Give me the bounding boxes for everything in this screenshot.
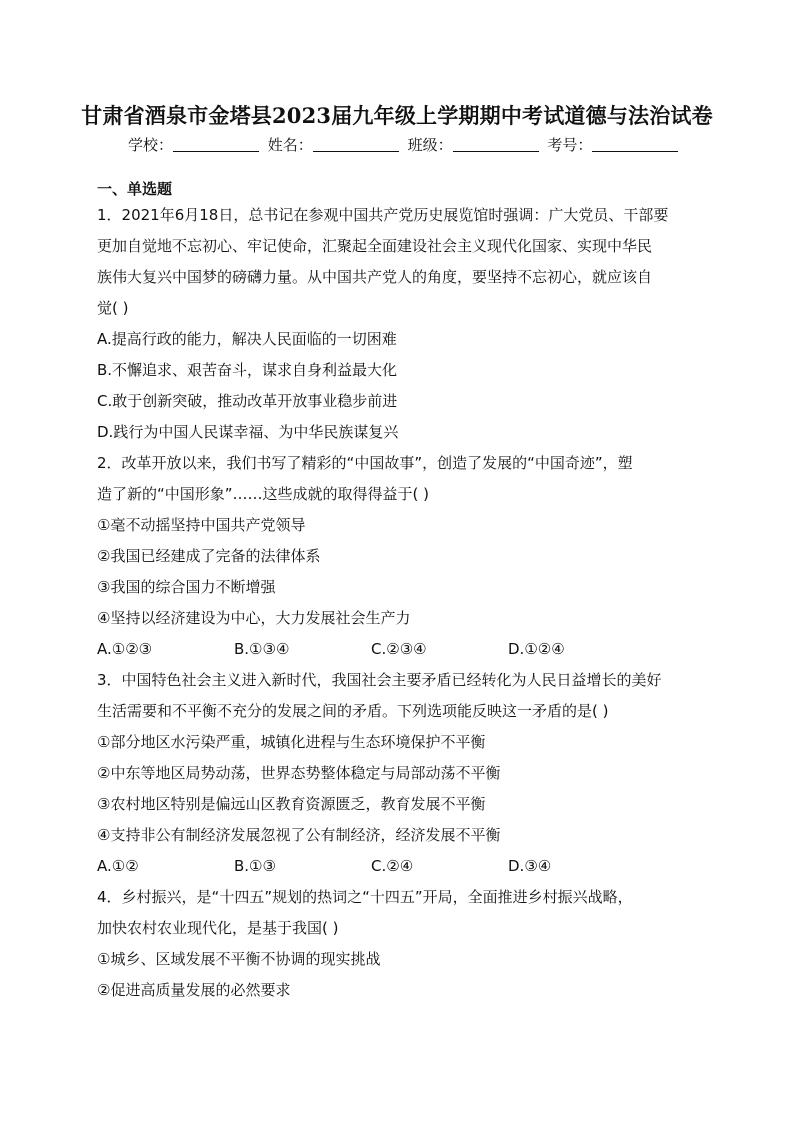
name-label: 姓名： bbox=[267, 136, 313, 154]
question-list bbox=[97, 200, 701, 1006]
answer-option: B.不懈追求、艰苦奋斗，谋求自身利益最大化 bbox=[97, 361, 398, 379]
answer-option: A.①②③ bbox=[97, 640, 153, 658]
class-field bbox=[408, 134, 543, 155]
section-heading: 一、单选题 bbox=[97, 180, 173, 198]
answer-option: D.③④ bbox=[508, 857, 552, 875]
statement-item: ③农村地区特别是偏远山区教育资源匮乏，教育发展不平衡 bbox=[97, 795, 486, 813]
question-stem-line: 更加自觉地不忘初心、牢记使命，汇聚起全面建设社会主义现代化国家、实现中华民 bbox=[97, 237, 653, 255]
question bbox=[97, 665, 701, 882]
statement-item: ①毫不动摇坚持中国共产党领导 bbox=[97, 516, 306, 534]
name-blank bbox=[313, 136, 399, 152]
class-blank bbox=[453, 136, 539, 152]
answer-options-row bbox=[97, 634, 701, 665]
school-label: 学校： bbox=[128, 136, 174, 154]
answer-option: D.①②④ bbox=[508, 640, 565, 658]
statement-item: ②我国已经建成了完备的法律体系 bbox=[97, 547, 321, 565]
question-stem-line: 加快农村农业现代化，是基于我国( ) bbox=[97, 919, 339, 937]
answer-option: C.②③④ bbox=[371, 640, 427, 658]
answer-option: B.①③④ bbox=[234, 640, 290, 658]
statement-item: ③我国的综合国力不断增强 bbox=[97, 578, 276, 596]
answer-option: A.提高行政的能力，解决人民面临的一切困难 bbox=[97, 330, 397, 348]
question bbox=[97, 200, 701, 448]
school-blank bbox=[173, 136, 259, 152]
name-field bbox=[268, 134, 403, 155]
statement-item: ④坚持以经济建设为中心，大力发展社会生产力 bbox=[97, 609, 411, 627]
question-stem-line: 生活需要和不平衡不充分的发展之间的矛盾。下列选项能反映这一矛盾的是( ) bbox=[97, 702, 609, 720]
question bbox=[97, 448, 701, 665]
class-label: 班级： bbox=[407, 136, 453, 154]
answer-option: B.①③ bbox=[234, 857, 276, 875]
school-field bbox=[128, 134, 263, 155]
question bbox=[97, 882, 701, 1006]
statement-item: ②中东等地区局势动荡，世界态势整体稳定与局部动荡不平衡 bbox=[97, 764, 501, 782]
statement-item: ①部分地区水污染严重，城镇化进程与生态环境保护不平衡 bbox=[97, 733, 486, 751]
answer-option: D.践行为中国人民谋幸福、为中华民族谋复兴 bbox=[97, 423, 399, 441]
exam-number-label: 考号： bbox=[547, 136, 593, 154]
statement-item: ④支持非公有制经济发展忽视了公有制经济，经济发展不平衡 bbox=[97, 826, 501, 844]
exam-number-blank bbox=[592, 136, 678, 152]
answer-option: A.①② bbox=[97, 857, 139, 875]
question-stem-line: 造了新的“中国形象”……这些成就的取得得益于( ) bbox=[97, 485, 430, 503]
question-stem-line: 觉( ) bbox=[97, 299, 129, 317]
exam-number-field bbox=[547, 134, 682, 155]
question-stem-line: 3．中国特色社会主义进入新时代，我国社会主要矛盾已经转化为人民日益增长的美好 bbox=[97, 671, 662, 689]
question-stem-line: 1．2021年6月18日，总书记在参观中国共产党历史展览馆时强调：广大党员、干部要 bbox=[97, 206, 669, 224]
question-stem-line: 4．乡村振兴，是“十四五”规划的热词之“十四五”开局，全面推进乡村振兴战略， bbox=[97, 888, 633, 906]
answer-option: C.敢于创新突破，推动改革开放事业稳步前进 bbox=[97, 392, 398, 410]
exam-title: 甘肃省酒泉市金塔县2023届九年级上学期期中考试道德与法治试卷 bbox=[81, 103, 713, 128]
answer-option: C.②④ bbox=[371, 857, 414, 875]
question-stem-line: 2．改革开放以来，我们书写了精彩的“中国故事”，创造了发展的“中国奇迹”，塑 bbox=[97, 454, 633, 472]
statement-item: ①城乡、区域发展不平衡不协调的现实挑战 bbox=[97, 950, 381, 968]
question-stem-line: 族伟大复兴中国梦的磅礴力量。从中国共产党人的角度，要坚持不忘初心，就应该自 bbox=[97, 268, 653, 286]
statement-item: ②促进高质量发展的必然要求 bbox=[97, 981, 291, 999]
student-info-row bbox=[128, 134, 688, 158]
answer-options-row bbox=[97, 851, 701, 882]
